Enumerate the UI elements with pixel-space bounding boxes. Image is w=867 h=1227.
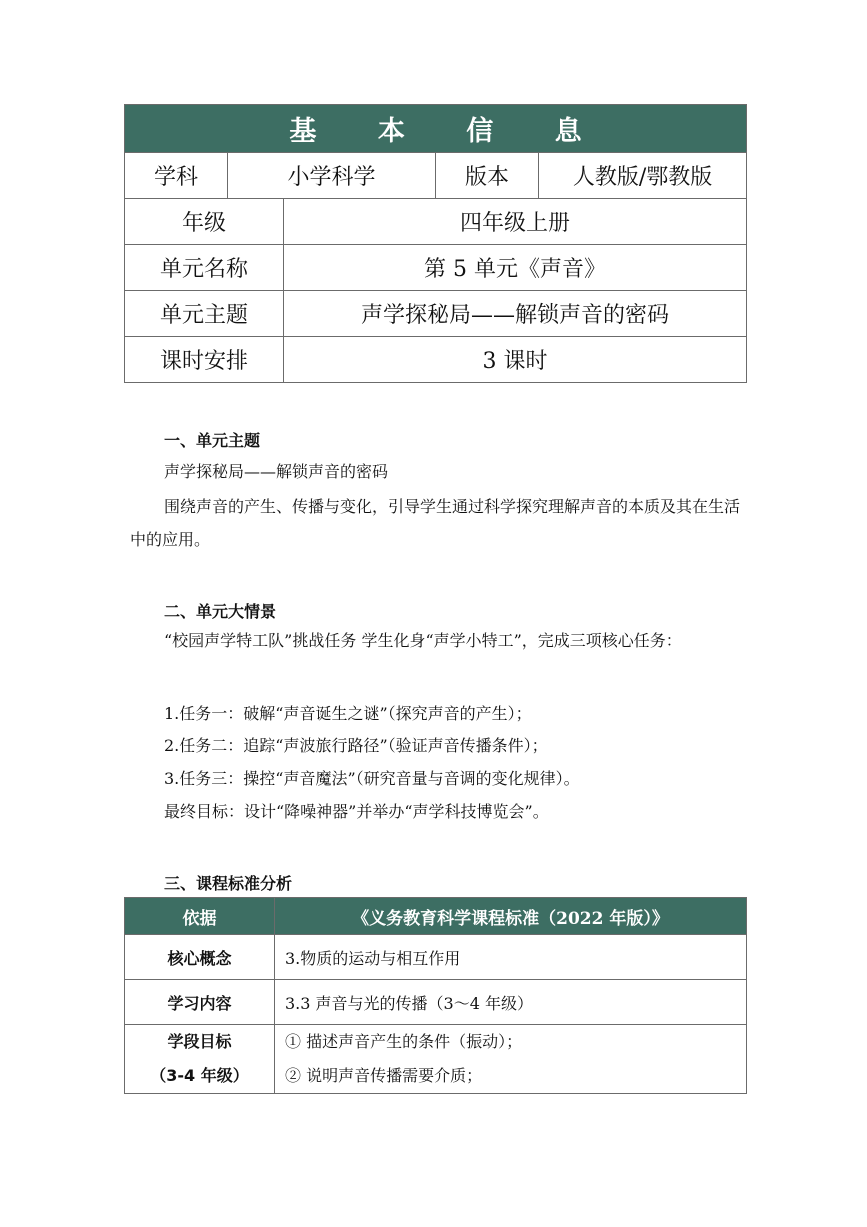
task-2: 2.任务二：追踪“声波旅行路径”（验证声音传播条件）； xyxy=(164,736,548,755)
task-1: 1.任务一：破解“声音诞生之谜”（探究声音的产生）； xyxy=(164,704,532,723)
stage-goal-label-line2: （3-4 年级） xyxy=(150,1066,249,1085)
grade-label: 年级 xyxy=(125,199,284,245)
unit-theme-label: 单元主题 xyxy=(125,291,284,337)
stage-goal-label-line1: 学段目标 xyxy=(167,1032,232,1051)
std-head-value: 《义务教育科学课程标准（2022 年版）》 xyxy=(275,898,747,935)
unit-theme-value: 声学探秘局——解锁声音的密码 xyxy=(284,291,747,337)
stage-goal-value xyxy=(275,1025,747,1094)
section2-paragraph: “校园声学特工队”挑战任务 学生化身“声学小特工”，完成三项核心任务： xyxy=(164,631,682,650)
section1-paragraph: 围绕声音的产生、传播与变化，引导学生通过科学探究理解声音的本质及其在生活中的应用。 xyxy=(130,497,741,549)
hours-value: 3 课时 xyxy=(284,337,747,383)
learning-content-value: 3.3 声音与光的传播（3～4 年级） xyxy=(275,980,747,1025)
unit-name-label: 单元名称 xyxy=(125,245,284,291)
stage-goal-item-2: ② 说明声音传播需要介质； xyxy=(285,1066,483,1085)
unit-name-value: 第 5 单元《声音》 xyxy=(284,245,747,291)
basic-info-table xyxy=(124,104,747,383)
section1-theme-line: 声学探秘局——解锁声音的密码 xyxy=(164,462,389,481)
stage-goal-label xyxy=(125,1025,275,1094)
info-table-title: 基 本 信 息 xyxy=(125,105,747,153)
curriculum-standard-table xyxy=(124,897,747,1094)
task-3: 3.任务三：操控“声音魔法”（研究音量与音调的变化规律）。 xyxy=(164,769,580,788)
std-head-key: 依据 xyxy=(125,898,275,935)
edition-value: 人教版/鄂教版 xyxy=(539,153,747,199)
core-concept-value: 3.物质的运动与相互作用 xyxy=(275,935,747,980)
edition-label: 版本 xyxy=(436,153,539,199)
section1-heading: 一、单元主题 xyxy=(164,431,261,450)
stage-goal-item-1: ① 描述声音产生的条件（振动）； xyxy=(285,1032,523,1051)
final-goal: 最终目标：设计“降噪神器”并举办“声学科技博览会”。 xyxy=(164,802,549,821)
hours-label: 课时安排 xyxy=(125,337,284,383)
grade-value: 四年级上册 xyxy=(284,199,747,245)
section2-heading: 二、单元大情景 xyxy=(164,602,277,621)
section3-heading: 三、课程标准分析 xyxy=(164,874,293,893)
subject-label: 学科 xyxy=(125,153,228,199)
core-concept-label: 核心概念 xyxy=(125,935,275,980)
learning-content-label: 学习内容 xyxy=(125,980,275,1025)
subject-value: 小学科学 xyxy=(228,153,436,199)
